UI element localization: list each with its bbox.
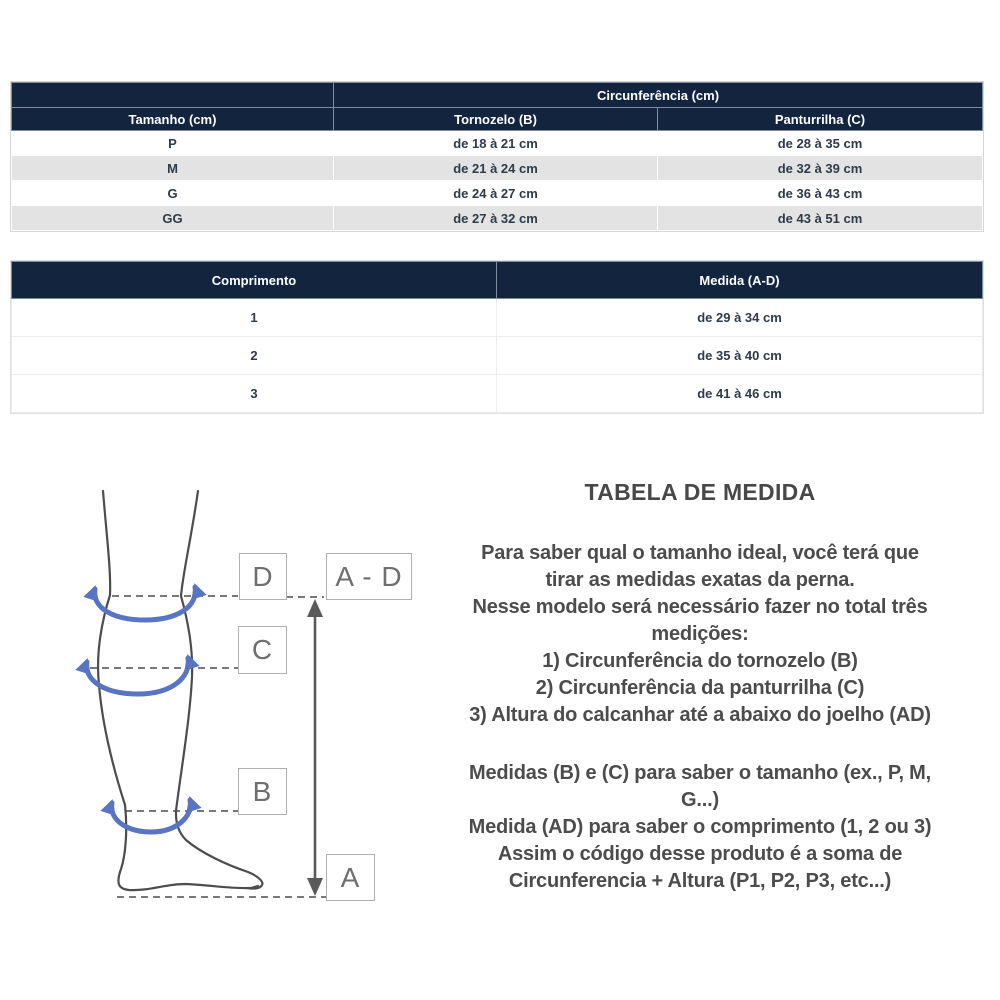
instruction-line: 2) Circunferência da panturrilha (C) [535, 677, 865, 699]
instruction-line: medições: [651, 623, 749, 645]
column-header: Medida (A-D) [497, 262, 983, 299]
column-header: Panturrilha (C) [658, 108, 983, 131]
table-cell: de 41 à 46 cm [497, 375, 983, 413]
table-cell: P [12, 131, 334, 156]
instruction-line: Nesse modelo será necessário fazer no total três [472, 596, 928, 618]
label-box-c: C [238, 626, 287, 674]
instruction-line: Assim o código desse produto é a soma de [497, 843, 903, 865]
instruction-line: Para saber qual o tamanho ideal, você terá que [481, 542, 919, 564]
instruction-line: G...) [681, 789, 719, 811]
instruction-line [408, 729, 992, 760]
column-header: Tornozelo (B) [334, 108, 658, 131]
table-cell: de 21 à 24 cm [334, 156, 658, 181]
table-cell: 2 [12, 337, 497, 375]
circumference-arrow-c [87, 658, 189, 694]
dashed-guide-lines [90, 596, 336, 897]
table-row [12, 156, 983, 181]
table-cell: M [12, 156, 334, 181]
instruction-line: 1) Circunferência do tornozelo (B) [542, 650, 858, 672]
column-header: Tamanho (cm) [12, 108, 334, 131]
table-row [12, 181, 983, 206]
size-table-container [10, 81, 984, 232]
table-cell: de 29 à 34 cm [497, 299, 983, 337]
table-row [12, 131, 983, 156]
instruction-line: Circunferencia + Altura (P1, P2, P3, etc...) [508, 870, 892, 892]
table-row [12, 299, 983, 337]
column-header: Comprimento [12, 262, 497, 299]
table-cell: 1 [12, 299, 497, 337]
table-cell: 3 [12, 375, 497, 413]
table-cell: de 27 à 32 cm [334, 206, 658, 231]
table-row [12, 375, 983, 413]
table-cell: de 43 à 51 cm [658, 206, 983, 231]
table-header-row [12, 83, 983, 108]
instructions-block [408, 480, 992, 895]
instruction-line: Medidas (B) e (C) para saber o tamanho (ex., P, M, [469, 762, 931, 784]
table-cell: de 36 à 43 cm [658, 181, 983, 206]
label-box-a: A [326, 854, 375, 901]
table-cell: de 28 à 35 cm [658, 131, 983, 156]
height-arrow [307, 599, 323, 896]
instruction-line: Medida (AD) para saber o comprimento (1, 2 ou 3) [468, 816, 932, 838]
label-box-b: B [238, 768, 287, 815]
table-header-row [12, 108, 983, 131]
length-table-container [10, 260, 984, 414]
label-box-d: D [239, 553, 287, 600]
table-cell: de 24 à 27 cm [334, 181, 658, 206]
table-cell: de 18 à 21 cm [334, 131, 658, 156]
length-table [11, 261, 983, 413]
table-cell: de 35 à 40 cm [497, 337, 983, 375]
label-box-ad: A - D [326, 553, 412, 600]
corner-cell [12, 83, 334, 108]
table-header-row [12, 262, 983, 299]
instruction-line: 3) Altura do calcanhar até a abaixo do joelho (AD) [469, 704, 931, 726]
table-cell: GG [12, 206, 334, 231]
size-table [11, 82, 983, 231]
instruction-line: tirar as medidas exatas da perna. [545, 569, 855, 591]
table-cell: G [12, 181, 334, 206]
table-cell: de 32 à 39 cm [658, 156, 983, 181]
group-header-cell: Circunferência (cm) [334, 83, 983, 108]
instructions-title: TABELA DE MEDIDA [584, 479, 816, 505]
circumference-arrow-b [112, 800, 191, 832]
table-row [12, 337, 983, 375]
table-row [12, 206, 983, 231]
instructions-text [408, 540, 992, 895]
